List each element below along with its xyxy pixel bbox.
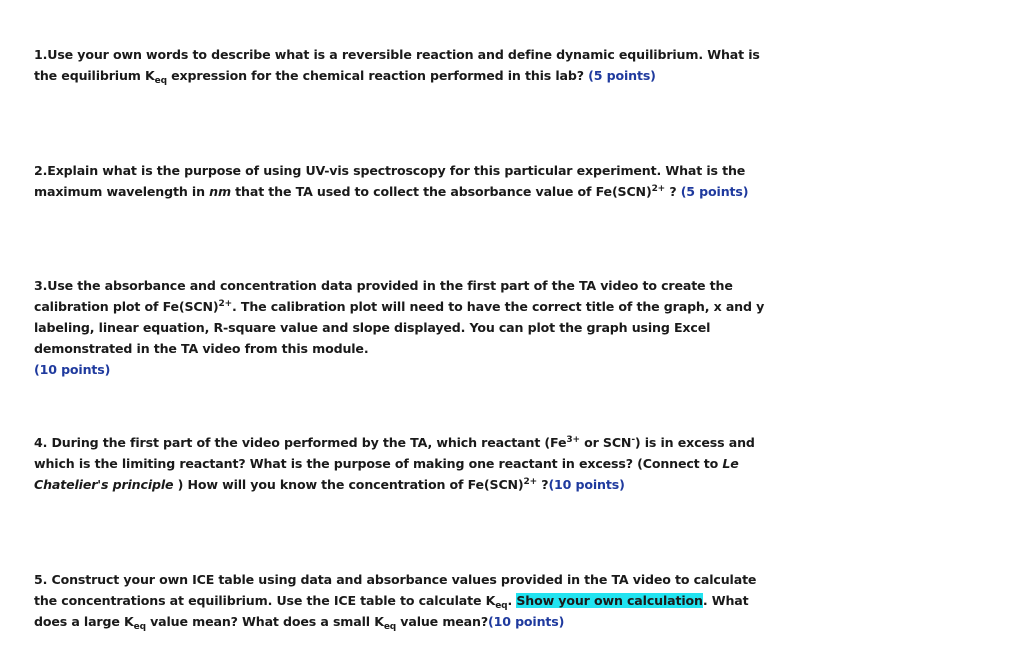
question-3-sup-charge: 2+ xyxy=(218,299,233,309)
question-4-text-b: or SCN xyxy=(579,435,632,450)
question-5-highlight: Show your own calculation xyxy=(516,593,703,608)
question-2-unit-nm: nm xyxy=(209,184,231,199)
question-4-text-e: ? xyxy=(537,477,549,492)
question-4-le-chatelier: Le Chatelier's principle xyxy=(34,456,739,492)
question-5-points: (10 points) xyxy=(488,614,565,629)
question-4-sup-charge: 2+ xyxy=(523,477,538,487)
question-2-text-c: ? xyxy=(665,184,681,199)
question-5-text-b: . xyxy=(507,593,517,608)
question-3-text-b: . The calibration plot will need to have the correct title of the graph, x and y labeling, linear equation, R-square value and slope displayed. You can plot the graph using Excel demonstrated in the TA video from this module. xyxy=(34,299,765,356)
question-4-points: (10 points) xyxy=(548,477,625,492)
question-5-sub-eq-1: eq xyxy=(495,601,508,611)
question-4-sup-scn-charge: - xyxy=(631,435,635,445)
question-5 xyxy=(34,569,774,632)
question-4 xyxy=(34,432,774,495)
question-4-text-a: 4. During the first part of the video performed by the TA, which reactant (Fe xyxy=(34,435,567,450)
question-5-sub-eq-3: eq xyxy=(383,622,397,632)
question-1-text-a: 1.Use your own words to describe what is a reversible reaction and define dynamic equilibrium. What is the equilibrium K xyxy=(34,47,760,83)
question-2-points: (5 points) xyxy=(680,184,749,199)
question-4-text-d: ) How will you know the concentration of Fe(SCN) xyxy=(173,477,524,492)
question-1-sub-eq: eq xyxy=(154,76,167,86)
question-1-text-b: expression for the chemical reaction performed in this lab? xyxy=(166,68,589,83)
question-2-text-a: 2.Explain what is the purpose of using UV-vis spectroscopy for this particular experiment. What is the maximum wavelength in xyxy=(34,163,746,199)
question-2-sup-charge: 2+ xyxy=(651,184,666,194)
question-1 xyxy=(34,44,774,86)
question-2 xyxy=(34,160,774,202)
question-5-text-c: . What does a large K xyxy=(34,593,749,629)
question-2-text-b: that the TA used to collect the absorbance value of Fe(SCN) xyxy=(230,184,652,199)
question-5-sub-eq-2: eq xyxy=(133,622,146,632)
question-5-text-d: value mean? What does a small K xyxy=(145,614,384,629)
question-3-points: (10 points) xyxy=(34,362,111,377)
question-5-text-e: value mean? xyxy=(396,614,488,629)
question-1-points: (5 points) xyxy=(588,68,656,83)
question-3-text-a: 3.Use the absorbance and concentration data provided in the first part of the TA video to create the calibration plot of Fe(SCN) xyxy=(34,278,733,314)
question-5-text-a: 5. Construct your own ICE table using data and absorbance values provided in the TA video to calculate the concentrations at equilibrium. Use the ICE table to calculate K xyxy=(34,572,757,608)
question-4-text-c: ) is in excess and which is the limiting reactant? What is the purpose of making one reactant in excess? (Connect to xyxy=(34,435,755,471)
question-4-sup-fe-charge: 3+ xyxy=(566,435,580,445)
question-3 xyxy=(34,275,774,380)
